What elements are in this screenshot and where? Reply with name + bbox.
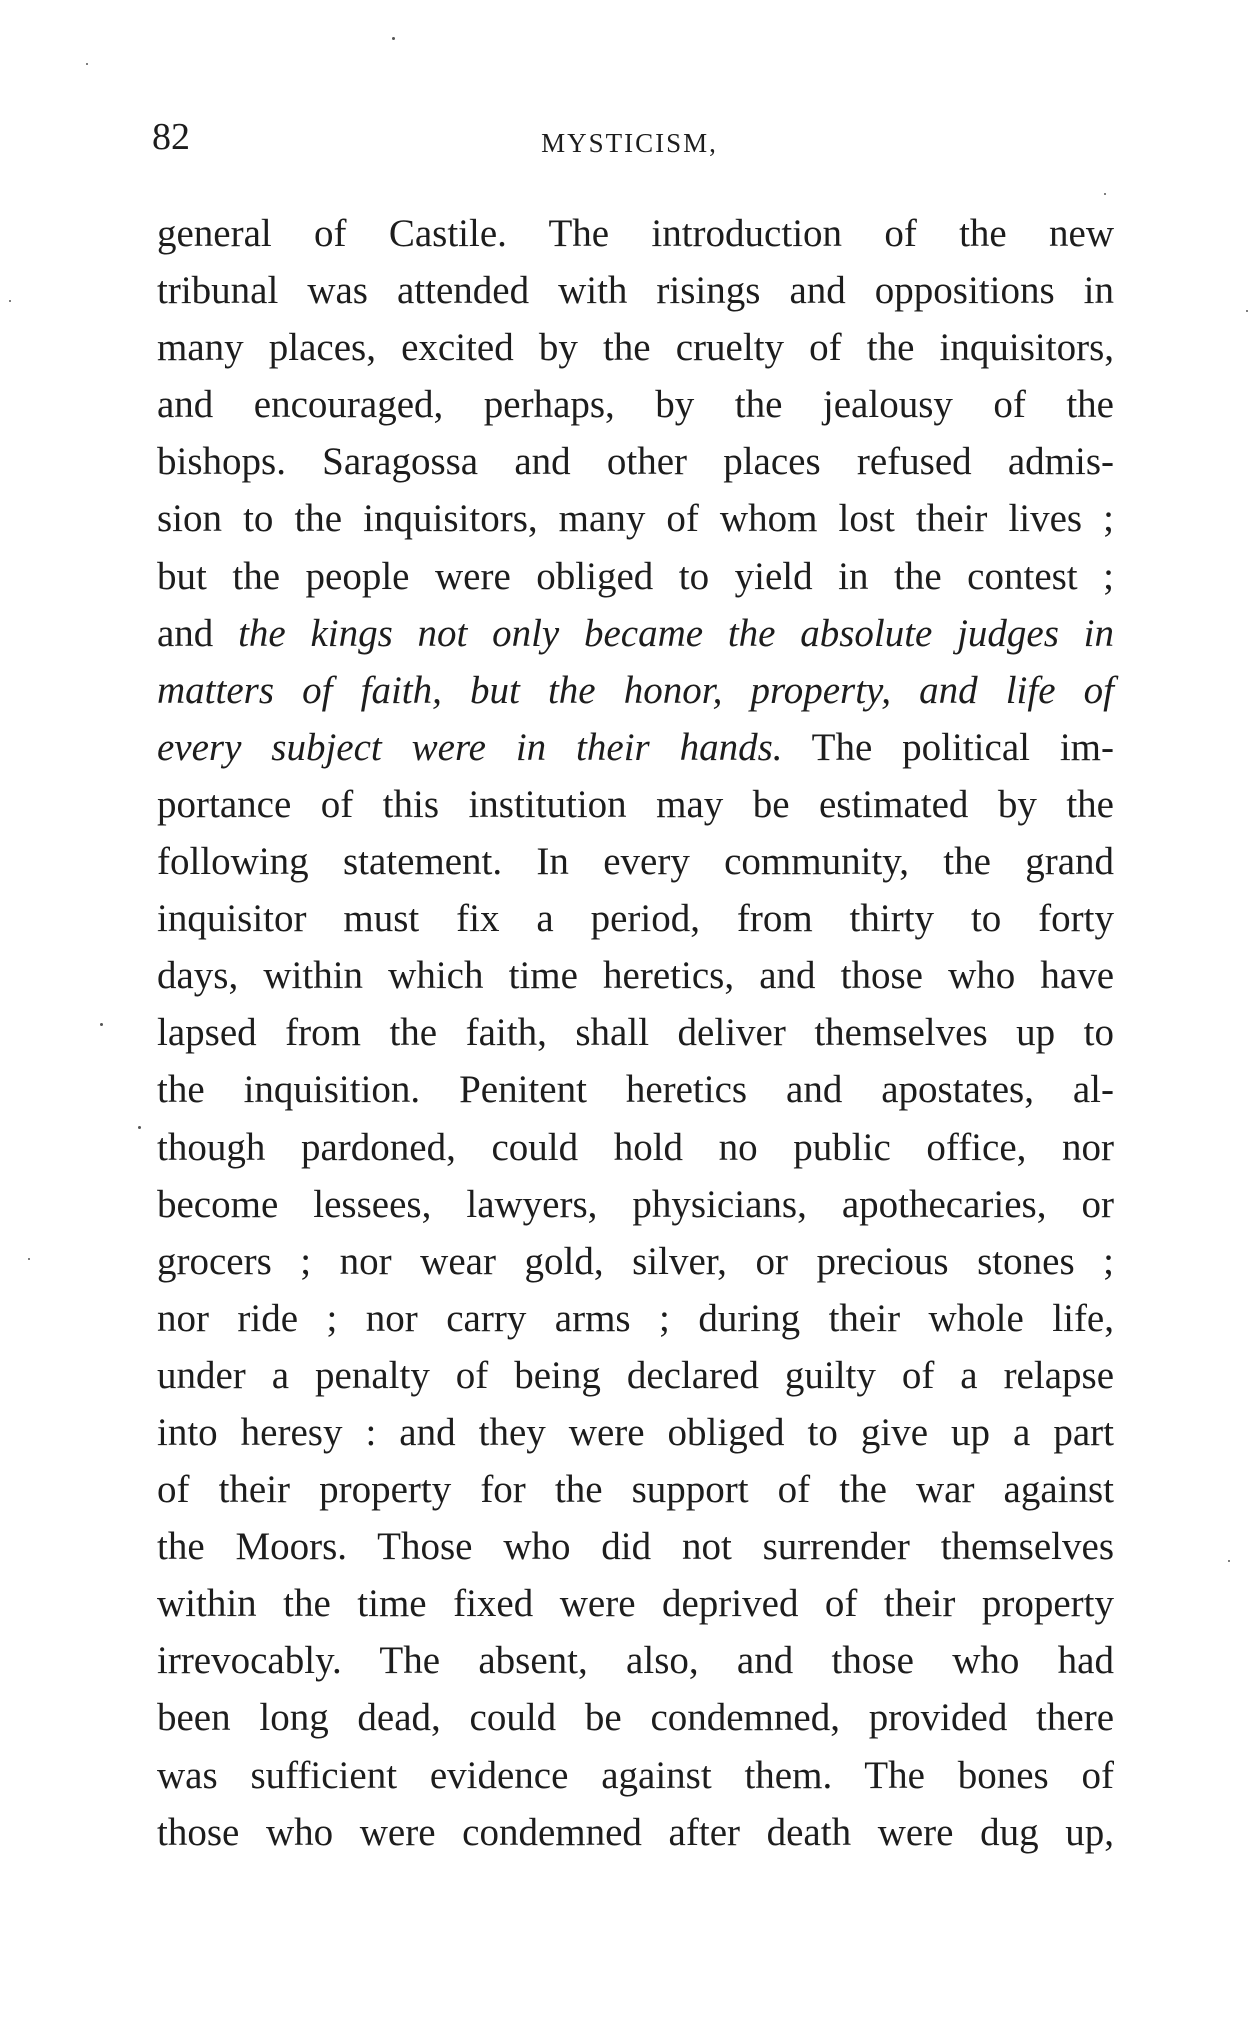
text-line [157,376,1114,433]
text-segment: those who were condemned after death were dug up, [157,1810,1114,1854]
text-segment: under a penalty of being declared guilty of a relapse [157,1353,1114,1397]
text-segment: and [157,611,239,655]
text-line [157,1575,1114,1632]
text-line [157,1689,1114,1746]
text-line [157,1233,1114,1290]
text-line [157,890,1114,947]
text-segment: but the people were obliged to yield in the contest ; [157,554,1114,598]
text-line [157,1176,1114,1233]
text-line [157,1461,1114,1518]
text-segment: grocers ; nor wear gold, silver, or precious stones ; [157,1239,1114,1283]
paper-speck [1246,310,1248,312]
paper-speck [100,1023,103,1026]
body-text [157,205,1114,1861]
paper-speck [392,37,395,40]
italic-text: the kings not only became the absolute judges in [238,611,1114,655]
text-line [157,1804,1114,1861]
text-segment: and encouraged, perhaps, by the jealousy of the [157,383,1114,427]
text-line [157,1404,1114,1461]
text-line [157,205,1114,262]
paper-speck [138,1126,141,1129]
text-segment: nor ride ; nor carry arms ; during their whole life, [157,1296,1114,1340]
text-line [157,1290,1114,1347]
text-line [157,1004,1114,1061]
text-segment: into heresy : and they were obliged to give up a part [157,1410,1114,1454]
text-line [157,319,1114,376]
text-line [157,1518,1114,1575]
text-segment: within the time fixed were deprived of their property [157,1582,1114,1626]
text-line [157,1061,1114,1118]
paper-speck [28,1258,30,1260]
paper-speck [1104,193,1106,195]
text-segment: tribunal was attended with risings and oppositions in [157,269,1114,313]
text-segment: though pardoned, could hold no public office, nor [157,1125,1114,1169]
running-head: MYSTICISM, [541,128,718,158]
text-segment: was sufficient evidence against them. The bones of [157,1753,1114,1797]
text-segment: sion to the inquisitors, many of whom lost their lives ; [157,497,1114,541]
text-line [157,662,1114,719]
text-segment: days, within which time heretics, and those who have [157,954,1114,998]
paper-speck [1228,1560,1230,1562]
text-line [157,605,1114,662]
text-segment: become lessees, lawyers, physicians, apothecaries, or [157,1182,1114,1226]
text-segment: the Moors. Those who did not surrender themselves [157,1525,1114,1569]
text-line [157,262,1114,319]
text-segment: lapsed from the faith, shall deliver themselves up to [157,1011,1114,1055]
text-segment: The political im- [782,725,1115,769]
text-segment: been long dead, could be condemned, provided there [157,1696,1114,1740]
text-line [157,1347,1114,1404]
text-line [157,776,1114,833]
text-line [157,719,1114,776]
text-line [157,947,1114,1004]
text-segment: following statement. In every community, the grand [157,840,1114,884]
italic-text: matters of faith, but the honor, property, and life of [157,668,1114,712]
text-segment: portance of this institution may be estimated by the [157,782,1114,826]
text-segment: bishops. Saragossa and other places refused admis- [157,440,1114,484]
text-line [157,1632,1114,1689]
text-line [157,490,1114,547]
text-segment: the inquisition. Penitent heretics and apostates, al- [157,1068,1114,1112]
text-segment: inquisitor must fix a period, from thirty to forty [157,897,1114,941]
page-number: 82 [152,116,190,158]
text-segment: many places, excited by the cruelty of the inquisitors, [157,326,1114,370]
text-segment: of their property for the support of the war against [157,1468,1114,1512]
text-line [157,548,1114,605]
italic-text: every subject were in their hands. [157,725,783,769]
text-line [157,1119,1114,1176]
text-segment: general of Castile. The introduction of the new [157,212,1114,255]
text-line [157,833,1114,890]
text-line [157,433,1114,490]
text-line [157,1747,1114,1804]
paper-speck [86,63,88,65]
text-segment: irrevocably. The absent, also, and those who had [157,1639,1114,1683]
paper-speck [9,300,11,302]
